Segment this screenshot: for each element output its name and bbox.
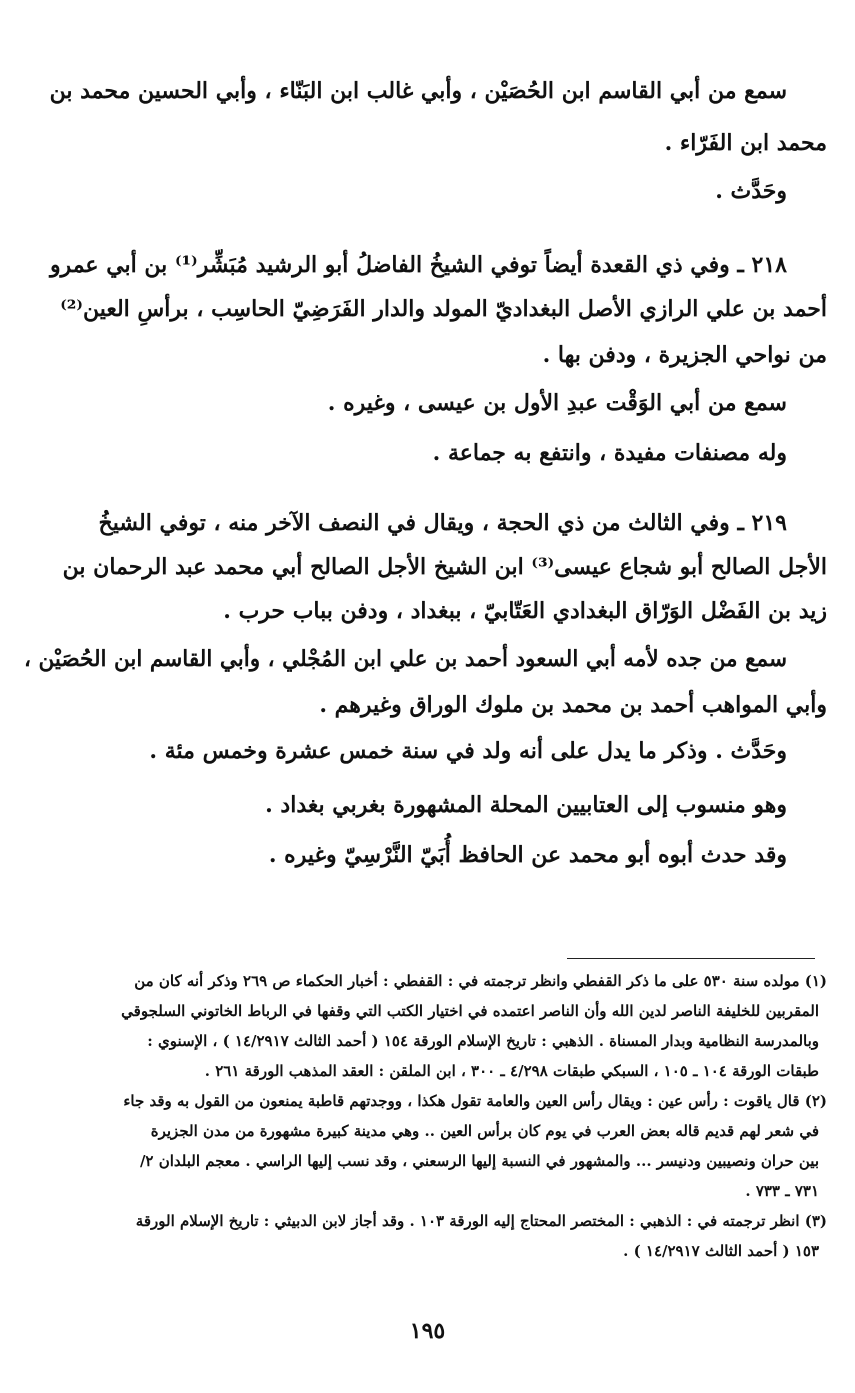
- footnote-1-line: وبالمدرسة النظامية وبدار المسناة . الذهبي : تاريخ الإسلام الورقة ١٥٤ ( أحمد الثالث ١٤/٢٩١٧ ) ، الإسنوي :: [147, 1032, 819, 1050]
- entry-219-heading: ٢١٩ ـ وفي الثالث من ذي الحجة ، ويقال في النصف الآخر منه ، توفي الشيخُ: [98, 510, 787, 536]
- main-text-line: وهو منسوب إلى العتابيين المحلة المشهورة بغربي بغداد .: [265, 792, 787, 818]
- footnote-3-line: ١٥٣ ( أحمد الثالث ١٤/٢٩١٧ ) .: [623, 1242, 819, 1260]
- main-text-line: وقد حدث أبوه أبو محمد عن الحافظ أُبَيّ النَّرْسِيّ وغيره .: [268, 842, 787, 868]
- footnote-2-line: (٢) قال ياقوت : رأس عين : ويقال رأس العين والعامة تقول هكذا ، ووجدتهم قاطبة يمنعون من القول به وقد جاء: [123, 1092, 827, 1110]
- footnote-1-line: طبقات الورقة ١٠٤ ـ ١٠٥ ، السبكي طبقات ٤/٢٩٨ ـ ٣٠٠ ، ابن الملقن : العقد المذهب الورقة ٢٦١ .: [204, 1062, 819, 1080]
- main-text-line: سمع من أبي الوَقْت عبدِ الأول بن عيسى ، وغيره .: [327, 390, 787, 416]
- footnote-1-line: المقربين للخليفة الناصر لدين الله وأن الناصر اعتمده في اختيار الكتب التي وقفها في الرباط الخاتوني السلجوقي: [121, 1002, 819, 1020]
- main-text-line: من نواحي الجزيرة ، ودفن بها .: [542, 342, 827, 368]
- main-text-line: أحمد بن علي الرازي الأصل البغداديّ المولد والدار الفَرَضِيّ الحاسِب ، برأسِ العين⁽²⁾: [60, 296, 827, 322]
- footnote-3-line: (٣) انظر ترجمته في : الذهبي : المختصر المحتاج إليه الورقة ١٠٣ . وقد أجاز لابن الدبيثي : تاريخ الإسلام الورقة: [135, 1212, 827, 1230]
- page-number: ١٩٥: [409, 1318, 446, 1344]
- main-text-line: سمع من أبي القاسم ابن الحُصَيْن ، وأبي غالب ابن البَنّاء ، وأبي الحسين محمد بن: [49, 78, 787, 104]
- footnote-separator: [567, 958, 815, 959]
- main-text-line: وحَدَّث . وذكر ما يدل على أنه ولد في سنة خمس عشرة وخمس مئة .: [149, 738, 787, 764]
- main-text-line: وله مصنفات مفيدة ، وانتفع به جماعة .: [432, 440, 787, 466]
- main-text-line: الأجل الصالح أبو شجاع عيسى⁽³⁾ ابن الشيخ الأجل الصالح أبي محمد عبد الرحمان بن: [62, 554, 827, 580]
- footnote-1-line: (١) مولده سنة ٥٣٠ على ما ذكر القفطي وانظر ترجمته في : القفطي : أخبار الحكماء ص ٢٦٩ وذكر أنه كان من: [134, 972, 827, 990]
- main-text-line: سمع من جده لأمه أبي السعود أحمد بن علي ابن المُجْلي ، وأبي القاسم ابن الحُصَيْن ،: [23, 646, 787, 672]
- main-text-line: وأبي المواهب أحمد بن محمد بن ملوك الوراق وغيرهم .: [319, 692, 827, 718]
- footnote-2-line: بين حران ونصيبين ودنيسر ... والمشهور في النسبة إليها الرسعني ، وقد نسب إليها الراسي . معجم البلدان ٢/: [139, 1152, 819, 1170]
- main-text-line: وحَدَّث .: [715, 178, 787, 204]
- main-text-line: زيد بن الفَضْل الوَرّاق البغدادي العَتّابيّ ، ببغداد ، ودفن بباب حرب .: [223, 598, 827, 624]
- entry-218-heading: ٢١٨ ـ وفي ذي القعدة أيضاً توفي الشيخُ الفاضلُ أبو الرشيد مُبَشِّر⁽¹⁾ بن أبي عمرو: [49, 252, 787, 278]
- footnote-2-line: ٧٣١ ـ ٧٣٣ .: [745, 1182, 819, 1200]
- main-text-line: محمد ابن الفَرّاء .: [664, 130, 827, 156]
- footnote-2-line: في شعر لهم قديم قاله بعض العرب في يوم كان برأس العين .. وهي مدينة كبيرة مشهورة من مدن الجزيرة: [150, 1122, 819, 1140]
